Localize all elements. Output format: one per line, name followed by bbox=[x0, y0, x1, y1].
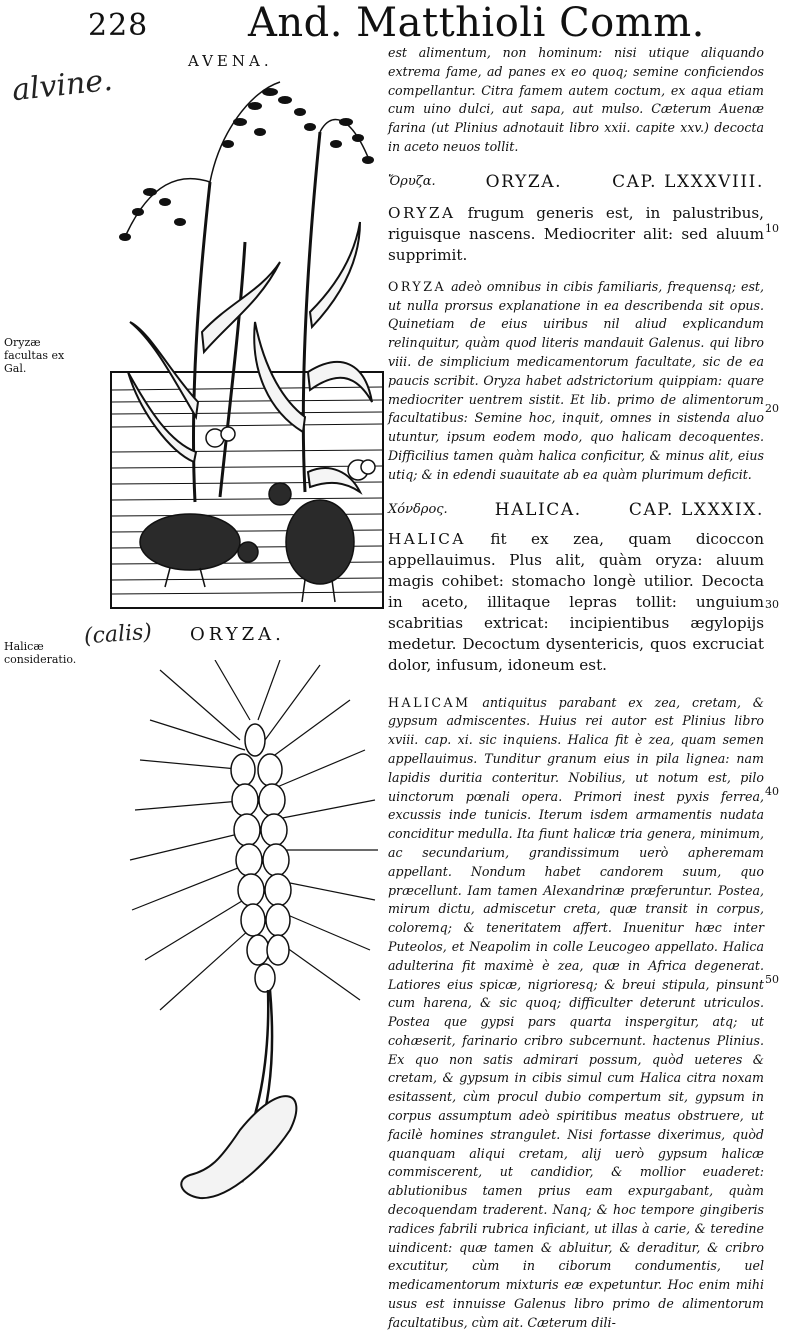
woodcut-avena-illustration bbox=[110, 72, 385, 610]
bird-left bbox=[140, 514, 258, 587]
line-number: 20 bbox=[765, 402, 779, 415]
handwritten-note-mid: (calis) bbox=[83, 619, 153, 650]
halica-commentary bbox=[388, 694, 764, 1333]
chapter-heading-oryza bbox=[388, 171, 764, 193]
paragraph-body: antiquitus parabant ex zea, cretam, & gypsum admiscentes. Huius rei autor est Plinius libro xviii. cap. xi. sic inquiens. Halica fit è zea, quam semen appellauimus. Tunditur granum eius in pila lignea: nam lapidis duritia conteritur. Nobilius, ut notum est, pilo uinctorum pœnali opera. Primori inest pyxis ferrea, excussis inde tunicis. Iterum isdem armamentis nudata conciditur medulla. Ita fiunt halicæ tria genera, minimum, ac secundarium, grandissimum uerò apheremam appellant. Nondum habet candorem suum, quo præcellunt. Iam tamen Alexandrinæ præferuntur. Postea, mirum dictu, admiscetur creta, quæ transit in corpus, coloremq; & teneritatem affert. Inuenitur hæc inter Puteolos, et Neapolim in colle Leucogeo appellato. Halica adulterina fit maximè è zea, quæ in Africa degenerat. Latiores eius spicæ, nigrioresq; & breui stipula, pinsunt cum harena, & sic quoq; difficulter deterunt utriculos. Postea que gypsi pars quarta inspergitur, atq; ut cohæserit, farinario cribro subcernunt. hactenus Plinius. Ex quo non satis admirari possum, quòd ueteres & cretam, & gypsum in cibis simul cum Halica citra noxam esitassent, cùm procul dubio compertum sit, gypsum in corpus assumptum adeò spiritibus meatus obstruere, ut facilè homines strangulet. Nisi fortasse dixerimus, quòd quanquam aliqui cretam, alij uerò gypsum halicæ commiscerent, ut candidior, & mollior euaderet: ablutionibus tamen prius eam expurgabant, quàm decoquendam traderent. Nanq; & hoc tempore gingiberis radices fabrili rubrica inficiant, ut illas à carie, & teredine uindicent: quæ tamen & abluitur, & deraditur, & cribro excutitur, cùm in ciborum condumentis, uel medicamentorum mixturis eæ expetuntur. Hoc enim mihi usus est innuisse Galenus libro primo de alimentorum facultatibus, cùm ait. Cæterum dili- bbox=[388, 694, 764, 1330]
page-number: 228 bbox=[88, 8, 149, 43]
figure-caption-oryza: ORYZA. bbox=[190, 624, 285, 645]
margin-note-halicae: Halicæ consideratio. bbox=[4, 640, 77, 666]
intro-paragraph: est alimentum, non hominum: nisi utique aliquando extrema fame, ad panes ex eo quoq; semine conficiendos compellantur. Citra famem autem coctum, ex aqua etiam cum uino dulci, aut sapa, aut mulso. Cæterum Auenæ farina (ut Plinius adnotauit libro xxii. capite xxv.) decocta in aceto neuos tollit. bbox=[388, 45, 764, 154]
chapter-title: ORYZA. bbox=[485, 171, 563, 192]
figure-caption-avena: AVENA. bbox=[188, 52, 273, 70]
line-number: 30 bbox=[765, 598, 779, 611]
greek-title: Χόνδρος. bbox=[388, 501, 448, 517]
bird-right bbox=[269, 483, 354, 602]
line-number: 50 bbox=[765, 973, 779, 986]
initial-word: ORYZA bbox=[388, 203, 456, 222]
chapter-number: CAP. LXXXIX. bbox=[628, 499, 764, 520]
paragraph-body: fit ex zea, quam dicoccon appellauimus. Plus alit, quàm oryza: aluum magis cohibet: stomacho longè utilior. Decocta in aceto, illitaque lepras tollit: unguium scabritias extricat: incipientibus ægylopijs medetur. Decoctum dysentericis, quos excruciat dolor, infusum, idoneum est. bbox=[388, 529, 764, 674]
paragraph-body: frugum generis est, in palustribus, riguisque nascens. Mediocriter alit: sed aluum supprimit. bbox=[388, 203, 764, 264]
margin-note-oryzae: Oryzæ facultas ex Gal. bbox=[4, 336, 65, 375]
woodcut-oryza-illustration bbox=[120, 660, 385, 1205]
paragraph-body: adeò omnibus in cibis familiaris, frequensq; est, ut nulla prorsus explanatione in ea describenda sit opus. Quinetiam de eius uiribus nil aliud explicandum relinquitur, quàm quod literis mandauit Galenus. qui libro viii. de simplicium medicamentorum facultate, sic de ea paucis scribit. Oryza habet adstrictorium quippiam: quare mediocriter uentrem sistit. Et lib. primo de alimentorum facultatibus: Semine hoc, inquit, omnes in sistenda aluo utuntur, ipsum eodem modo, quo halicam decoquentes. Difficilius tamen quàm halica conficitur, & minus alit, eius utiq; & in edendi suauitate ab ea quàm plurimum deficit. bbox=[388, 278, 764, 482]
chapter-number: CAP. LXXXVIII. bbox=[612, 171, 764, 192]
initial-word: ORYZA bbox=[388, 278, 447, 294]
text-column bbox=[388, 44, 764, 1333]
oryza-paragraph bbox=[388, 203, 764, 266]
line-number: 10 bbox=[765, 222, 779, 235]
oryza-commentary bbox=[388, 278, 764, 485]
initial-word: HALICA bbox=[388, 529, 466, 548]
handwritten-note-top: alvine. bbox=[10, 62, 115, 109]
running-head: And. Matthioli Comm. bbox=[248, 0, 705, 46]
chapter-title: HALICA. bbox=[494, 499, 582, 520]
greek-title: Ὄρυζα. bbox=[388, 173, 436, 189]
initial-word: HALICAM bbox=[388, 694, 471, 710]
halica-paragraph bbox=[388, 529, 764, 676]
chapter-heading-halica bbox=[388, 499, 764, 521]
line-number: 40 bbox=[765, 785, 779, 798]
